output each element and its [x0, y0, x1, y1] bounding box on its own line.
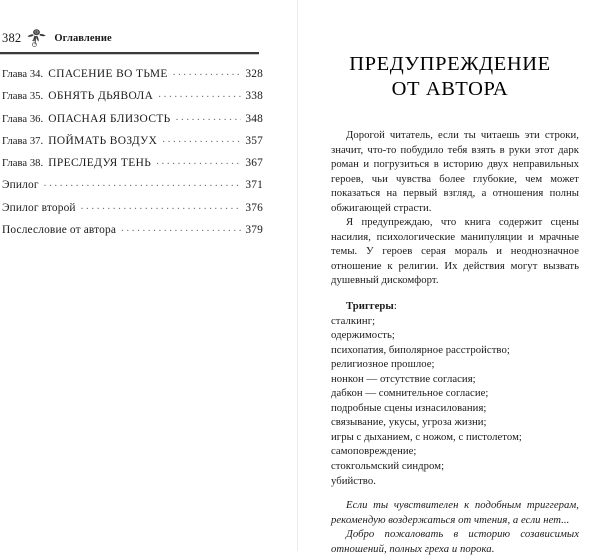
toc-page-number: 379	[245, 224, 263, 237]
toc-page-number: 328	[245, 68, 263, 80]
list-item: дабкон — сомнительное согласие;	[331, 387, 489, 400]
paragraph-warning: Я предупреждаю, что книга содержит сцены насилия, психологические манипуляции и мрачные темы. У героев серая мораль и неоднозначное отношение к религии. Их действия могут вызвать душевный дискомфорт.	[331, 216, 579, 287]
running-head	[2, 29, 260, 47]
running-head-rule	[0, 52, 259, 54]
left-page	[0, 0, 297, 551]
toc-dot-leader	[156, 155, 241, 167]
toc-dot-leader	[162, 133, 241, 145]
toc-chapter-number: Глава 34.	[2, 69, 44, 80]
list-item: религиозное прошлое;	[331, 358, 435, 371]
toc-entry-title: ПРЕСЛЕДУЯ ТЕНЬ	[48, 157, 152, 170]
list-item: подробные сцены изнасилования;	[331, 401, 487, 414]
toc-page-number: 338	[245, 90, 263, 103]
toc-entry-title: Эпилог	[2, 179, 39, 192]
list-item: самоповреждение;	[331, 445, 417, 458]
triggers-heading-colon: :	[393, 300, 397, 313]
body-text	[331, 128, 579, 556]
page-title-line-1: ПРЕДУПРЕЖДЕНИЕ	[349, 53, 551, 75]
page-title-line-2: ОТ АВТОРА	[391, 78, 509, 100]
toc-entry-title: ОПАСНАЯ БЛИЗОСТЬ	[48, 112, 171, 125]
toc-chapter-number: Глава 37.	[2, 135, 44, 147]
running-head-title: Оглавление	[54, 32, 112, 44]
toc-dot-leader	[81, 200, 242, 212]
toc-chapter-number: Глава 38.	[2, 158, 44, 170]
rose-ornament-icon	[25, 27, 49, 47]
toc-page-number: 371	[245, 179, 263, 192]
toc-dot-leader	[173, 66, 242, 78]
toc-entry-title: ПОЙМАТЬ ВОЗДУХ	[48, 134, 158, 147]
toc-dot-leader	[44, 177, 242, 189]
list-item: нонкон — отсутствие согласия;	[331, 372, 476, 385]
toc-entry[interactable]	[2, 90, 263, 102]
toc-entry[interactable]	[2, 202, 263, 214]
toc-entry-title: СПАСЕНИЕ ВО ТЬМЕ	[48, 68, 168, 80]
toc-entry-title: Послесловие от автора	[2, 224, 117, 237]
list-item: игры с дыханием, с ножом, с пистолетом;	[331, 430, 522, 443]
paragraph-intro: Дорогой читатель, если ты читаешь эти строки, значит, что-то побудило тебя взять в руки этот дарк роман и погрузиться в историю двух неправильных героев, чьи чувства более глубокие, чем может показаться на первый взгляд, а отношения полны обжигающей страсти.	[331, 129, 579, 214]
paragraph-sensitivity-note: Если ты чувствителен к подобным триггерам, рекомендую воздержаться от чтения, а если нет...	[331, 499, 579, 526]
list-item: психопатия, биполярное расстройство;	[331, 343, 510, 356]
toc-entry[interactable]	[2, 179, 263, 191]
triggers-heading	[331, 299, 579, 314]
toc-chapter-number: Глава 35.	[2, 91, 44, 103]
toc-page-number: 357	[245, 134, 263, 147]
toc-dot-leader	[158, 88, 241, 100]
toc-chapter-number: Глава 36.	[2, 113, 44, 125]
toc-entry[interactable]	[2, 157, 263, 169]
toc-entry[interactable]	[2, 68, 263, 80]
toc-entry-title: Эпилог второй	[2, 201, 76, 214]
toc-page-number: 367	[245, 157, 263, 170]
right-page	[298, 0, 600, 555]
triggers-section	[331, 299, 579, 488]
list-item: сталкинг;	[331, 314, 376, 327]
toc-page-number: 348	[245, 112, 263, 125]
paragraph-welcome: Добро пожаловать в историю созависимых отношений, полных греха и порока.	[331, 528, 579, 555]
toc-entry[interactable]	[2, 135, 263, 147]
toc-entry[interactable]	[2, 113, 263, 125]
toc-page-number: 376	[245, 201, 263, 214]
list-item: связывание, укусы, угроза жизни;	[331, 416, 487, 429]
list-item: одержимость;	[331, 329, 395, 342]
toc-dot-leader	[176, 111, 242, 123]
table-of-contents	[2, 68, 263, 246]
toc-dot-leader	[121, 222, 241, 234]
triggers-heading-text: Триггеры	[346, 300, 394, 313]
list-item: стокгольмский синдром;	[331, 460, 445, 473]
closing-section	[331, 498, 579, 556]
page-folio-number: 382	[2, 30, 22, 45]
list-item: убийство.	[331, 474, 376, 487]
toc-entry[interactable]	[2, 224, 263, 236]
page-title	[318, 52, 582, 102]
toc-entry-title: ОБНЯТЬ ДЬЯВОЛА	[48, 90, 154, 103]
